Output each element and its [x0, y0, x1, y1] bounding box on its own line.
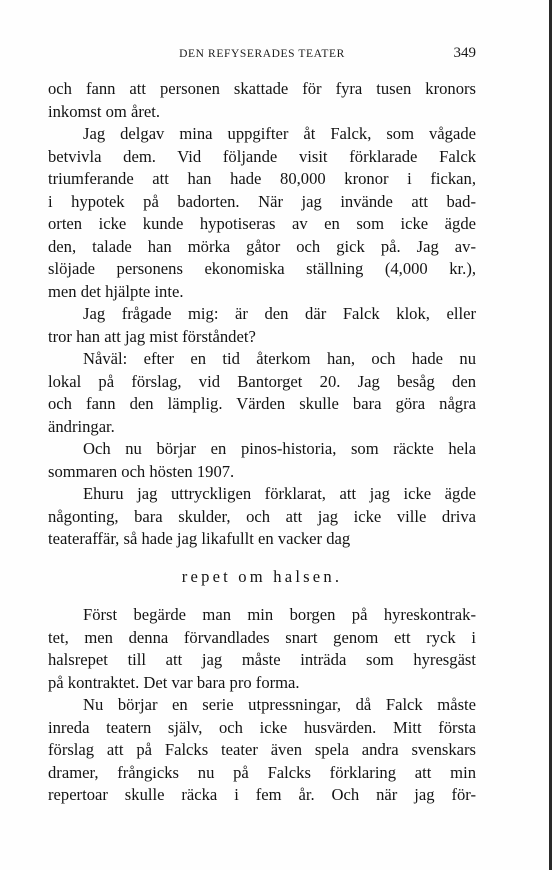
text-line: repertoar skulle räcka i fem år. Och när jag för-: [48, 785, 476, 804]
text-line: Först begärde man min borgen på hyreskontrak-: [83, 605, 476, 624]
text-line: Ehuru jag uttryckligen förklarat, att jag icke ägde: [83, 484, 476, 503]
text-line: Jag delgav mina uppgifter åt Falck, som vågade: [83, 124, 476, 143]
text-line: den, talade han mörka gåtor och gick på. Jag av-: [48, 236, 476, 256]
text-line: i hypotek på badorten. När jag invände att bad-: [48, 191, 476, 211]
text-line: betvivla dem. Vid följande visit förklarade Falck: [48, 146, 476, 166]
running-title: DEN REFYSERADES TEATER: [179, 48, 345, 60]
text-line: slöjade personens ekonomiska ställning (4,000 kr.),: [48, 259, 476, 278]
text-line: på kontraktet. Det var bara pro forma.: [48, 672, 300, 692]
text-line: dramer, frångicks nu på Falcks förklaring att min: [48, 762, 476, 782]
text-line: teateraffär, så hade jag likafullt en vacker dag: [48, 529, 351, 548]
text-line: ändringar.: [48, 416, 115, 436]
text-line: Nåväl: efter en tid återkom han, och hade nu: [83, 349, 476, 368]
text-line: men det hjälpte inte.: [48, 281, 184, 301]
text-line: lokal på förslag, vid Bantorget 20. Jag besåg den: [48, 371, 476, 391]
body-text: [48, 78, 476, 807]
page-number: 349: [453, 45, 476, 61]
text-line: tror han att jag mist förståndet?: [48, 326, 256, 346]
text-line: halsrepet till att jag måste inträda som hyresgäst: [48, 650, 476, 669]
text-line: Nu börjar en serie utpressningar, då Falck måste: [83, 695, 476, 714]
text-line: någonting, bara skulder, och att jag icke ville driva: [48, 506, 476, 526]
text-line: Och nu börjar en pinos-historia, som räckte hela: [83, 439, 476, 458]
text-line: sommaren och hösten 1907.: [48, 461, 235, 481]
text-line: förslag att på Falcks teater även spela andra svenskars: [48, 740, 476, 759]
text-line: och fann att personen skattade för fyra tusen kronors: [48, 79, 476, 98]
page-header: [48, 45, 476, 65]
text-line: Jag frågade mig: är den där Falck klok, eller: [83, 304, 476, 323]
text-line: orten icke kunde hypotiseras av en som icke ägde: [48, 214, 476, 233]
text-line: och fann den lämplig. Värden skulle bara göra några: [48, 394, 476, 413]
section-phrase: repet om halsen.: [181, 566, 343, 586]
text-line: inkomst om året.: [48, 101, 160, 121]
text-line: triumferande att han hade 80,000 kronor i fickan,: [48, 169, 476, 188]
text-line: inreda teatern själv, och icke husvärden. Mitt första: [48, 717, 476, 737]
text-line: tet, men denna förvandlades snart genom ett ryck i: [48, 627, 476, 647]
